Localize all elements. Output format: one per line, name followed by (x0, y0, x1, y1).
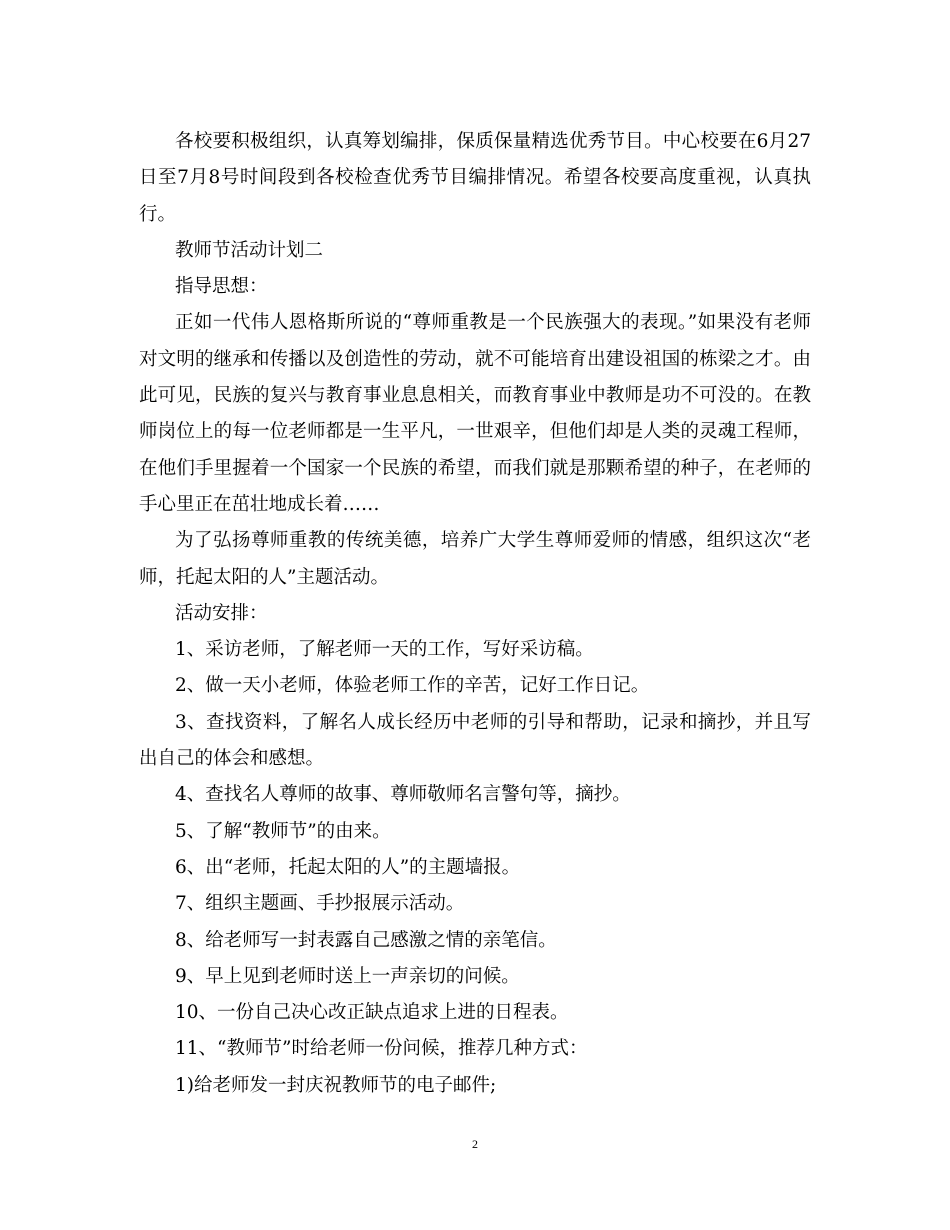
list-item-2: 2、做一天小老师，体验老师工作的辛苦，记好工作日记。 (175, 675, 650, 697)
list-item-8: 8、给老师写一封表露自己感激之情的亲笔信。 (175, 929, 557, 951)
list-item-10: 10、一份自己决心改正缺点追求上进的日程表。 (175, 1002, 569, 1024)
list-item-1: 1、采访老师，了解老师一天的工作，写好采访稿。 (175, 639, 594, 661)
heading-activity-arrangement: 活动安排： (175, 602, 268, 624)
list-item-6: 6、出“老师，托起太阳的人”的主题墙报。 (175, 856, 521, 878)
page-number: 2 (472, 1137, 478, 1151)
list-item-3: 3、查找资料，了解名人成长经历中老师的引导和帮助，记录和摘抄，并且写出自己的体会和感想。 (139, 711, 811, 770)
heading-guiding-ideology: 指导思想： (175, 276, 268, 298)
paragraph-program-preparation: 各校要积极组织，认真筹划编排，保质保量精选优秀节目。中心校要在6月27日至7月8号时间段到各校检查优秀节目编排情况。希望各校要高度重视，认真执行。 (139, 131, 811, 225)
list-item-11: 11、“教师节”时给老师一份问候，推荐几种方式： (175, 1038, 588, 1060)
list-item-7: 7、组织主题画、手抄报展示活动。 (175, 893, 465, 915)
paragraph-activity-purpose: 为了弘扬尊师重教的传统美德，培养广大学生尊师爱师的情感，组织这次“老师，托起太阳的人”主题活动。 (139, 530, 811, 588)
paragraph-guiding-ideology: 正如一代伟人恩格斯所说的“尊师重教是一个民族强大的表现。”如果没有老师对文明的继承和传播以及创造性的劳动，就不可能培育出建设祖国的栋梁之才。由此可见，民族的复兴与教育事业息息相关，而教育事业中教师是功不可没的。在教师岗位上的每一位老师都是一生平凡，一世艰辛，但他们却是人类的灵魂工程师，在他们手里握着一个国家一个民族的希望，而我们就是那颗希望的种子，在老师的手心里正在茁壮地成长着…… (139, 312, 811, 515)
body-text (139, 124, 811, 1104)
section-title-plan-two: 教师节活动计划二 (175, 239, 324, 261)
list-item-9: 9、早上见到老师时送上一声亲切的问候。 (175, 965, 520, 987)
list-item-5: 5、了解“教师节”的由来。 (175, 820, 391, 842)
sub-item-1: 1)给老师发一封庆祝教师节的电子邮件; (175, 1074, 497, 1096)
list-item-4: 4、查找名人尊师的故事、尊师敬师名言警句等，摘抄。 (175, 784, 631, 806)
